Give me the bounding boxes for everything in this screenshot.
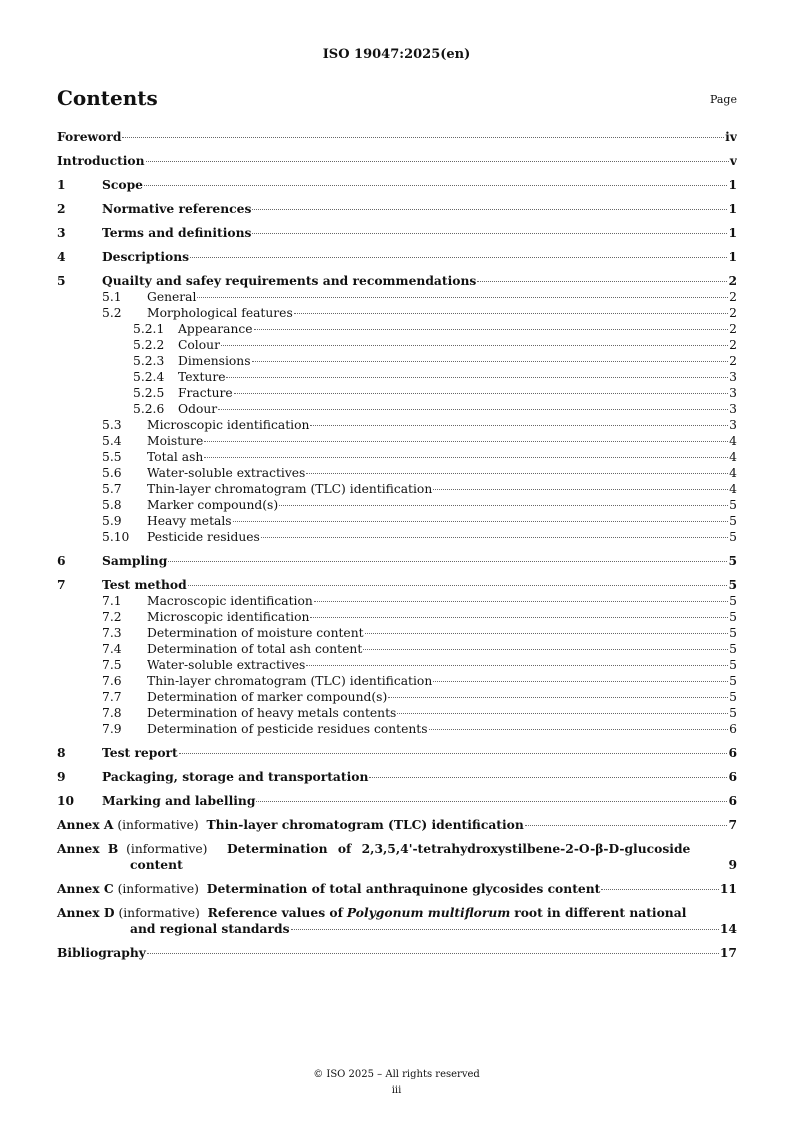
toc-entry-text: Test method bbox=[102, 577, 187, 592]
toc-entry-number: 8 bbox=[57, 745, 66, 760]
toc-subentry[interactable] bbox=[57, 529, 737, 545]
dot-leader bbox=[252, 232, 727, 234]
toc-entry-number: 7.9 bbox=[102, 722, 122, 736]
toc-entry-number: 9 bbox=[57, 769, 66, 784]
dot-leader bbox=[146, 160, 729, 162]
page-title: Contents bbox=[57, 86, 158, 110]
toc-entry-page: 5 bbox=[729, 498, 737, 512]
toc-entry-page: 5 bbox=[729, 674, 737, 688]
toc-subentry[interactable] bbox=[57, 337, 737, 353]
toc-entry-text: Packaging, storage and transportation bbox=[102, 769, 369, 784]
toc-entry-text: Quailty and safey requirements and recommendations bbox=[102, 273, 477, 288]
toc-entry-text: Fracture bbox=[178, 386, 233, 400]
toc-entry-page: 5 bbox=[729, 658, 737, 672]
toc-subentry[interactable] bbox=[57, 609, 737, 625]
toc-entry-number: 6 bbox=[57, 553, 66, 568]
toc-subentry[interactable] bbox=[57, 657, 737, 673]
toc-entry-page: 5 bbox=[728, 577, 737, 592]
toc-entry-page: 4 bbox=[729, 482, 737, 496]
toc-entry-text: Microscopic identification bbox=[147, 418, 310, 432]
dot-leader bbox=[397, 712, 728, 714]
toc-entry-page: 4 bbox=[729, 434, 737, 448]
dot-leader bbox=[252, 208, 727, 210]
toc-entry-number: 1 bbox=[57, 177, 66, 192]
toc-entry-text: Foreword bbox=[57, 129, 122, 144]
annex-type: (informative) bbox=[118, 906, 200, 920]
toc-subentry[interactable] bbox=[57, 673, 737, 689]
toc-subentry[interactable] bbox=[57, 593, 737, 609]
annex-title: Thin-layer chromatogram (TLC) identification bbox=[206, 817, 524, 832]
page-footer bbox=[0, 1067, 793, 1099]
dot-leader bbox=[279, 504, 728, 506]
toc-entry-page: 14 bbox=[719, 921, 737, 936]
toc-entry-text: Descriptions bbox=[102, 249, 190, 264]
toc-entry-number: 7.8 bbox=[102, 706, 122, 720]
annex-type: (informative) bbox=[117, 882, 199, 896]
annex-label: Annex A bbox=[57, 817, 114, 832]
toc-entry-number: 7.5 bbox=[102, 658, 122, 672]
toc-subentry[interactable] bbox=[57, 401, 737, 417]
toc-entry-page: v bbox=[729, 153, 737, 168]
toc-entry-text: Marker compound(s) bbox=[147, 498, 279, 512]
toc-entry-number: 5 bbox=[57, 273, 66, 288]
dot-leader bbox=[388, 696, 728, 698]
toc-entry-text: Thin-layer chromatogram (TLC) identification bbox=[147, 674, 433, 688]
toc-entry-page: 5 bbox=[728, 553, 737, 568]
toc-entry-page: 3 bbox=[729, 418, 737, 432]
dot-leader bbox=[226, 376, 728, 378]
dot-leader bbox=[363, 648, 728, 650]
toc-entry-foreword[interactable] bbox=[57, 129, 737, 145]
toc-entry-number: 7.3 bbox=[102, 626, 122, 640]
toc-subentry[interactable] bbox=[57, 465, 737, 481]
toc-entry-page: 3 bbox=[729, 402, 737, 416]
dot-leader bbox=[433, 488, 728, 490]
dot-leader bbox=[306, 472, 728, 474]
dot-leader bbox=[254, 328, 729, 330]
annex-title: Determination of total anthraquinone glycosides content bbox=[206, 881, 601, 896]
toc-entry-page: 3 bbox=[729, 386, 737, 400]
toc-entry-text: Thin-layer chromatogram (TLC) identification bbox=[147, 482, 433, 496]
toc-entry-page: 1 bbox=[728, 177, 737, 192]
dot-leader bbox=[233, 520, 729, 522]
toc-entry-page: 1 bbox=[728, 225, 737, 240]
toc-entry-annex-d[interactable] bbox=[57, 905, 737, 937]
toc-entry-bibliography[interactable] bbox=[57, 945, 737, 961]
toc-entry-text: Determination of moisture content bbox=[147, 626, 364, 640]
dot-leader bbox=[147, 952, 719, 954]
toc-subentry[interactable] bbox=[57, 385, 737, 401]
annex-title: root in different national bbox=[514, 905, 687, 920]
toc-entry-page: 5 bbox=[729, 610, 737, 624]
dot-leader bbox=[310, 424, 728, 426]
dot-leader bbox=[525, 824, 728, 826]
dot-leader bbox=[204, 456, 728, 458]
toc-entry-scope[interactable] bbox=[57, 177, 737, 193]
toc-entry-text: Heavy metals bbox=[147, 514, 232, 528]
toc-entry-number: 5.10 bbox=[102, 530, 130, 544]
annex-title: Determination of 2,3,5,4'-tetrahydroxystilbene-2-O-β-D-glucoside bbox=[227, 841, 691, 856]
toc-entry-number: 10 bbox=[57, 793, 75, 808]
contents-title-row bbox=[57, 86, 737, 112]
toc-entry-number: 5.2.6 bbox=[133, 402, 165, 416]
annex-title-cont: content bbox=[130, 857, 183, 872]
toc-entry-page: 7 bbox=[728, 817, 737, 832]
toc-subentry[interactable] bbox=[57, 721, 737, 737]
toc-entry-number: 5.6 bbox=[102, 466, 122, 480]
copyright-notice: © ISO 2025 – All rights reserved bbox=[313, 1069, 480, 1080]
document-header: ISO 19047:2025(en) bbox=[322, 47, 471, 62]
toc-entry-test-report[interactable] bbox=[57, 745, 737, 761]
toc-entry-page: 2 bbox=[729, 338, 737, 352]
toc-entry-text: Pesticide residues bbox=[147, 530, 260, 544]
toc-entry-page: 17 bbox=[719, 945, 737, 960]
toc-entry-terms-definitions[interactable] bbox=[57, 225, 737, 241]
toc-entry-page: 5 bbox=[729, 642, 737, 656]
toc-entry-requirements[interactable] bbox=[57, 273, 737, 289]
toc-entry-text: Determination of pesticide residues contents bbox=[147, 722, 428, 736]
dot-leader bbox=[294, 312, 728, 314]
toc-entry-text: Colour bbox=[178, 338, 220, 352]
toc-entry-page: 6 bbox=[728, 793, 737, 808]
toc-entry-number: 5.2.2 bbox=[133, 338, 165, 352]
toc-entry-number: 4 bbox=[57, 249, 66, 264]
toc-entry-page: 11 bbox=[719, 881, 737, 896]
dot-leader bbox=[144, 184, 727, 186]
toc-entry-page: 4 bbox=[729, 466, 737, 480]
toc-entry-page: 2 bbox=[729, 306, 737, 320]
toc-subentry[interactable] bbox=[57, 369, 737, 385]
toc-entry-introduction[interactable] bbox=[57, 153, 737, 169]
toc-subentry[interactable] bbox=[57, 289, 737, 305]
toc-entry-text: General bbox=[147, 290, 197, 304]
annex-type: (informative) bbox=[126, 842, 208, 856]
toc-subentry[interactable] bbox=[57, 417, 737, 433]
toc-subentry[interactable] bbox=[57, 705, 737, 721]
toc-subentry[interactable] bbox=[57, 513, 737, 529]
toc-entry-number: 5.3 bbox=[102, 418, 122, 432]
toc-entry-annex-a[interactable] bbox=[57, 817, 737, 833]
toc-entry-text: Microscopic identification bbox=[147, 610, 310, 624]
toc-entry-normative-references[interactable] bbox=[57, 201, 737, 217]
toc-entry-page: 2 bbox=[729, 290, 737, 304]
toc-subentry[interactable] bbox=[57, 689, 737, 705]
toc-entry-page: 5 bbox=[729, 530, 737, 544]
toc-entry-text: Odour bbox=[178, 402, 218, 416]
toc-entry-page: 5 bbox=[729, 626, 737, 640]
dot-leader bbox=[256, 800, 727, 802]
toc-entry-number: 2 bbox=[57, 201, 66, 216]
toc-entry-number: 5.5 bbox=[102, 450, 122, 464]
dot-leader bbox=[477, 280, 727, 282]
toc-entry-number: 7 bbox=[57, 577, 66, 592]
toc-entry-page: 1 bbox=[728, 249, 737, 264]
annex-title-cont: and regional standards bbox=[130, 921, 290, 936]
toc-entry-text: Moisture bbox=[147, 434, 204, 448]
toc-entry-number: 7.2 bbox=[102, 610, 122, 624]
toc-entry-text: Macroscopic identification bbox=[147, 594, 313, 608]
page-column-label: Page bbox=[709, 93, 737, 106]
toc-entry-text: Sampling bbox=[102, 553, 168, 568]
toc-subentry[interactable] bbox=[57, 449, 737, 465]
dot-leader bbox=[429, 728, 729, 730]
toc-subentry[interactable] bbox=[57, 497, 737, 513]
toc-entry-text: Test report bbox=[102, 745, 178, 760]
toc-entry-text: Introduction bbox=[57, 153, 145, 168]
toc-entry-page: 2 bbox=[728, 273, 737, 288]
toc-entry-number: 7.7 bbox=[102, 690, 122, 704]
toc-entry-page: iv bbox=[725, 129, 737, 144]
dot-leader bbox=[310, 616, 728, 618]
table-of-contents bbox=[57, 129, 737, 961]
annex-title: Reference values of bbox=[207, 905, 343, 920]
toc-entry-text: Bibliography bbox=[57, 945, 146, 960]
toc-entry-text: Water-soluble extractives bbox=[147, 466, 306, 480]
toc-entry-text: Morphological features bbox=[147, 306, 293, 320]
dot-leader bbox=[291, 928, 719, 930]
toc-entry-page: 6 bbox=[728, 745, 737, 760]
dot-leader bbox=[306, 664, 728, 666]
toc-subentry[interactable] bbox=[57, 481, 737, 497]
dot-leader bbox=[252, 360, 729, 362]
toc-entry-text: Normative references bbox=[102, 201, 252, 216]
toc-entry-number: 5.1 bbox=[102, 290, 122, 304]
dot-leader bbox=[261, 536, 728, 538]
dot-leader bbox=[221, 344, 728, 346]
toc-entry-number: 5.7 bbox=[102, 482, 122, 496]
toc-entry-packaging[interactable] bbox=[57, 769, 737, 785]
toc-entry-text: Determination of heavy metals contents bbox=[147, 706, 397, 720]
toc-entry-number: 5.2.4 bbox=[133, 370, 165, 384]
dot-leader bbox=[179, 752, 728, 754]
toc-entry-page: 3 bbox=[729, 370, 737, 384]
dot-leader bbox=[234, 392, 729, 394]
dot-leader bbox=[197, 296, 728, 298]
annex-label: Annex C bbox=[57, 881, 114, 896]
dot-leader bbox=[369, 776, 727, 778]
dot-leader bbox=[168, 560, 727, 562]
dot-leader bbox=[188, 584, 728, 586]
toc-subentry[interactable] bbox=[57, 433, 737, 449]
dot-leader bbox=[601, 888, 719, 890]
toc-entry-number: 7.1 bbox=[102, 594, 122, 608]
toc-entry-text: Appearance bbox=[178, 322, 253, 336]
toc-entry-text: Dimensions bbox=[178, 354, 251, 368]
annex-title-species: Polygonum multiflorum bbox=[346, 905, 511, 920]
toc-entry-sampling[interactable] bbox=[57, 553, 737, 569]
toc-entry-page: 1 bbox=[728, 201, 737, 216]
toc-subentry[interactable] bbox=[57, 321, 737, 337]
toc-subentry[interactable] bbox=[57, 353, 737, 369]
toc-entry-descriptions[interactable] bbox=[57, 249, 737, 265]
annex-label: Annex B bbox=[57, 841, 119, 856]
toc-entry-page: 5 bbox=[729, 594, 737, 608]
toc-entry-number: 5.9 bbox=[102, 514, 122, 528]
dot-leader bbox=[433, 680, 728, 682]
dot-leader bbox=[218, 408, 728, 410]
toc-entry-text: Determination of total ash content bbox=[147, 642, 363, 656]
dot-leader bbox=[190, 256, 727, 258]
toc-subentry[interactable] bbox=[57, 641, 737, 657]
dot-leader bbox=[365, 632, 729, 634]
toc-entry-page: 2 bbox=[729, 322, 737, 336]
toc-entry-number: 5.2.1 bbox=[133, 322, 165, 336]
toc-entry-page: 4 bbox=[729, 450, 737, 464]
toc-entry-number: 7.6 bbox=[102, 674, 122, 688]
toc-entry-number: 5.2.5 bbox=[133, 386, 165, 400]
annex-type: (informative) bbox=[117, 818, 199, 832]
toc-entry-marking[interactable] bbox=[57, 793, 737, 809]
toc-entry-number: 7.4 bbox=[102, 642, 122, 656]
annex-label: Annex D bbox=[57, 905, 115, 920]
toc-entry-page: 6 bbox=[729, 722, 737, 736]
dot-leader bbox=[314, 600, 728, 602]
toc-entry-text: Total ash bbox=[147, 450, 204, 464]
toc-entry-text: Marking and labelling bbox=[102, 793, 256, 808]
toc-entry-text: Determination of marker compound(s) bbox=[147, 690, 388, 704]
toc-entry-page: 5 bbox=[729, 706, 737, 720]
page-number: iii bbox=[391, 1085, 402, 1096]
toc-subentry[interactable] bbox=[57, 305, 737, 321]
toc-entry-text: Texture bbox=[178, 370, 226, 384]
dot-leader bbox=[204, 440, 728, 442]
toc-entry-number: 5.8 bbox=[102, 498, 122, 512]
toc-entry-test-method[interactable] bbox=[57, 577, 737, 593]
toc-entry-number: 5.4 bbox=[102, 434, 122, 448]
toc-entry-number: 3 bbox=[57, 225, 66, 240]
toc-entry-page: 6 bbox=[728, 769, 737, 784]
toc-entry-text: Terms and definitions bbox=[102, 225, 252, 240]
toc-entry-page: 2 bbox=[729, 354, 737, 368]
toc-entry-number: 5.2.3 bbox=[133, 354, 165, 368]
toc-entry-text: Scope bbox=[102, 177, 143, 192]
toc-entry-annex-b[interactable] bbox=[57, 841, 737, 873]
toc-entry-page: 9 bbox=[728, 857, 737, 872]
toc-entry-number: 5.2 bbox=[102, 306, 122, 320]
toc-entry-page: 5 bbox=[729, 690, 737, 704]
toc-subentry[interactable] bbox=[57, 625, 737, 641]
toc-entry-page: 5 bbox=[729, 514, 737, 528]
dot-leader bbox=[122, 136, 724, 138]
toc-entry-annex-c[interactable] bbox=[57, 881, 737, 897]
toc-entry-text: Water-soluble extractives bbox=[147, 658, 306, 672]
